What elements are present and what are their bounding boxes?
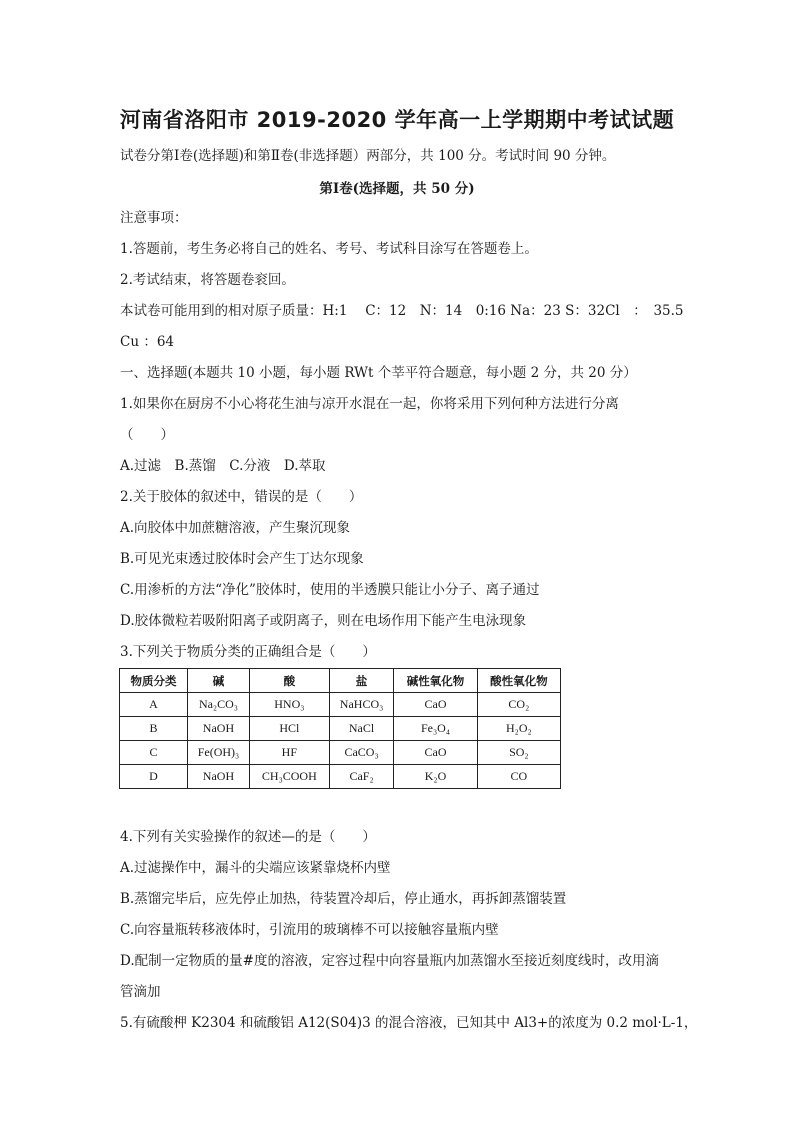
table-cell: HCl — [249, 717, 329, 741]
table-header-cell: 碱 — [187, 669, 249, 693]
question-4-option-d: D.配制一定物质的量#度的溶液，定容过程中向容量瓶内加蒸馏水至接近刻度线时，改用滴 — [120, 953, 659, 969]
table-cell: SO₂ — [477, 741, 560, 765]
table-cell: NaOH — [187, 765, 249, 789]
table-cell: D — [120, 765, 188, 789]
table-cell: NaOH — [187, 717, 249, 741]
classification-table — [119, 668, 561, 789]
notice-item-2: 2.考试结束，将答题卷衮回。 — [120, 272, 295, 288]
table-cell: Fe(OH)₃ — [187, 741, 249, 765]
table-cell: NaCl — [329, 717, 394, 741]
table-cell: CaO — [394, 741, 477, 765]
question-5-stem: 5.有硫酸柙 K2304 和硫酸铝 A12(S04)3 的混合溶液，已知其中 Al3+的浓度为 0.2 mol·L-1， — [120, 1015, 698, 1031]
page-title: 河南省洛阳市 2019-2020 学年高一上学期期中考试试题 — [119, 108, 675, 132]
section-title: 第Ⅰ卷(选择题，共 50 分) — [319, 181, 475, 197]
table-cell: HF — [249, 741, 329, 765]
question-1-paren: （ ） — [120, 427, 174, 443]
question-3-stem: 3.下列关于物质分类的正确组合是（ ） — [120, 644, 376, 660]
table-cell: CaF₂ — [329, 765, 394, 789]
table-cell: NaHCO₃ — [329, 693, 394, 717]
table-cell: H₂O₂ — [477, 717, 560, 741]
question-4-option-c: C.向容量瓶转移液体时，引流用的玻璃棒不可以接触容量瓶内壁 — [120, 922, 499, 938]
question-1-stem: 1.如果你在厨房不小心将花生油与凉开水混在一起，你将采用下列何种方法进行分离 — [120, 396, 619, 412]
question-4-option-d-cont: 管滴加 — [120, 984, 161, 1000]
table-cell: CaCO₃ — [329, 741, 394, 765]
table-cell: CO — [477, 765, 560, 789]
exam-intro: 试卷分第Ⅰ卷(选择题)和第Ⅱ卷(非选择题）两部分，共 100 分。考试时间 90 分钟。 — [120, 148, 616, 164]
table-header-row — [120, 669, 561, 693]
table-cell: CO₂ — [477, 693, 560, 717]
table-cell: K₂O — [394, 765, 477, 789]
question-2-option-c: C.用渗析的方法“净化”胶体时，使用的半透膜只能让小分子、离子通过 — [120, 582, 540, 598]
table-row — [120, 717, 561, 741]
notice-label: 注意事项： — [120, 210, 188, 226]
table-cell: CaO — [394, 693, 477, 717]
table-row — [120, 693, 561, 717]
question-1-options: A.过滤 B.蒸馏 C.分液 D.萃取 — [120, 458, 326, 474]
table-row — [120, 741, 561, 765]
table-cell: B — [120, 717, 188, 741]
table-cell: Fe₃O₄ — [394, 717, 477, 741]
question-2-option-a: A.向胶体中加蔗糖溶液，产生聚沉现象 — [120, 520, 351, 536]
question-4-option-b: B.蒸馏完毕后，应先停止加热，待装置冷却后，停止通水，再拆卸蒸馏装置 — [120, 891, 567, 907]
notice-item-1: 1.答题前，考生务必将自己的姓名、考号、考试科目涂写在答题卷上。 — [120, 241, 538, 257]
table-header-cell: 盐 — [329, 669, 394, 693]
table-cell: Na₂CO₃ — [187, 693, 249, 717]
atomic-mass-line: 本试卷可能用到的相对原子质量：H:1 C：12 N：14 0:16 Na：23 S：32Cl ： 35.5 — [120, 303, 684, 319]
atomic-mass-line-cont: Cu ：64 — [120, 334, 174, 350]
question-2-option-d: D.胶体微粒若吸附阳离子或阴离子，则在电场作用下能产生电泳现象 — [120, 613, 527, 629]
table-cell: C — [120, 741, 188, 765]
table-header-cell: 碱性氧化物 — [394, 669, 477, 693]
table-cell: HNO₃ — [249, 693, 329, 717]
question-4-stem: 4.下列有关实验操作的叙述—的是（ ） — [120, 829, 376, 845]
table-header-cell: 酸性氧化物 — [477, 669, 560, 693]
table-cell: CH₃COOH — [249, 765, 329, 789]
table-cell: A — [120, 693, 188, 717]
question-4-option-a: A.过滤操作中，漏斗的尖端应该紧靠烧杯内壁 — [120, 860, 391, 876]
part-heading: 一、选择题(本题共 10 小题，每小题 RWt 个莘平符合题意，每小题 2 分，共 20 分） — [120, 365, 637, 381]
table-header-cell: 物质分类 — [120, 669, 188, 693]
table-header-cell: 酸 — [249, 669, 329, 693]
table-row — [120, 765, 561, 789]
question-2-option-b: B.可见光束透过胶体时会产生丁达尔现象 — [120, 551, 364, 567]
question-2-stem: 2.关于胶体的叙述中，错误的是（ ） — [120, 489, 363, 505]
